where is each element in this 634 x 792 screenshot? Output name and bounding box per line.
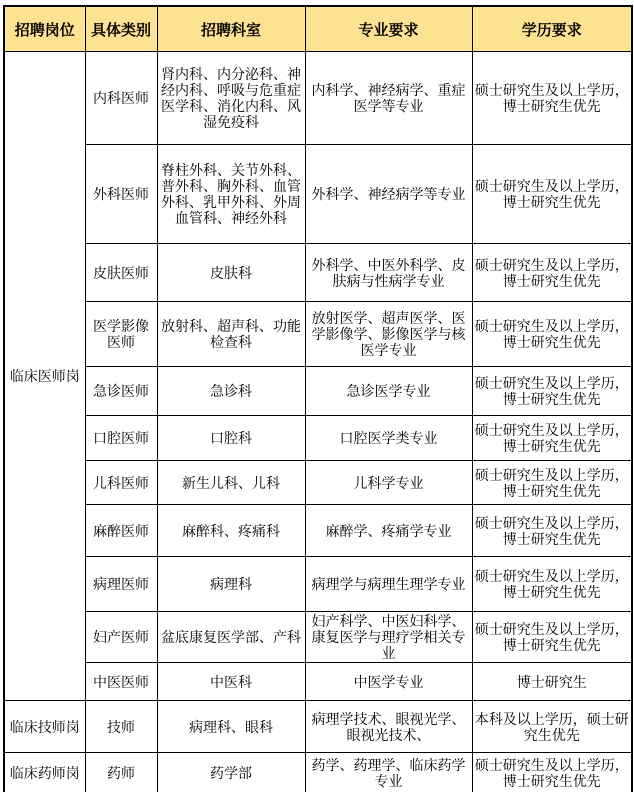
column-header-position: 招聘岗位 bbox=[4, 6, 85, 52]
recruitment-table bbox=[3, 5, 633, 792]
table-row bbox=[4, 244, 632, 302]
category-cell: 医学影像医师 bbox=[85, 302, 157, 367]
table-row bbox=[4, 145, 632, 244]
education-cell: 博士研究生 bbox=[472, 663, 632, 701]
education-cell: 硕士研究生及以上学历，博士研究生优先 bbox=[472, 505, 632, 557]
education-cell: 本科及以上学历，硕士研究生优先 bbox=[472, 701, 632, 753]
major-cell: 儿科学专业 bbox=[305, 461, 472, 505]
major-cell: 外科学、神经病学等专业 bbox=[305, 145, 472, 244]
major-cell: 外科学、中医外科学、皮肤病与性病学专业 bbox=[305, 244, 472, 302]
departments-cell: 盆底康复医学部、产科 bbox=[157, 612, 305, 663]
column-header-major: 专业要求 bbox=[305, 6, 472, 52]
table-row bbox=[4, 505, 632, 557]
departments-cell: 放射科、超声科、功能检查科 bbox=[157, 302, 305, 367]
education-cell: 硕士研究生及以上学历，博士研究生优先 bbox=[472, 416, 632, 461]
education-cell: 硕士研究生及以上学历，博士研究生优先 bbox=[472, 52, 632, 145]
table-header bbox=[4, 6, 632, 52]
table-row bbox=[4, 302, 632, 367]
departments-cell: 急诊科 bbox=[157, 367, 305, 416]
position-cell: 临床药师岗 bbox=[4, 753, 85, 792]
table-row bbox=[4, 663, 632, 701]
column-header-education: 学历要求 bbox=[472, 6, 632, 52]
category-cell: 口腔医师 bbox=[85, 416, 157, 461]
category-cell: 外科医师 bbox=[85, 145, 157, 244]
table-body bbox=[4, 52, 632, 792]
education-cell: 硕士研究生及以上学历，博士研究生优先 bbox=[472, 244, 632, 302]
category-cell: 妇产医师 bbox=[85, 612, 157, 663]
education-cell: 硕士研究生及以上学历，博士研究生优先 bbox=[472, 557, 632, 612]
major-cell: 病理学与病理生理学专业 bbox=[305, 557, 472, 612]
category-cell: 急诊医师 bbox=[85, 367, 157, 416]
category-cell: 技师 bbox=[85, 701, 157, 753]
category-cell: 中医医师 bbox=[85, 663, 157, 701]
category-cell: 药师 bbox=[85, 753, 157, 792]
education-cell: 硕士研究生及以上学历，博士研究生优先 bbox=[472, 145, 632, 244]
education-cell: 硕士研究生及以上学历，博士研究生优先 bbox=[472, 302, 632, 367]
header-row bbox=[4, 6, 632, 52]
departments-cell: 脊柱外科、关节外科、普外科、胸外科、血管外科、乳甲外科、外周血管科、神经外科 bbox=[157, 145, 305, 244]
category-cell: 麻醉医师 bbox=[85, 505, 157, 557]
departments-cell: 口腔科 bbox=[157, 416, 305, 461]
education-cell: 硕士研究生及以上学历，博士研究生优先 bbox=[472, 461, 632, 505]
major-cell: 麻醉学、疼痛学专业 bbox=[305, 505, 472, 557]
departments-cell: 新生儿科、儿科 bbox=[157, 461, 305, 505]
departments-cell: 药学部 bbox=[157, 753, 305, 792]
category-cell: 儿科医师 bbox=[85, 461, 157, 505]
major-cell: 妇产科学、中医妇科学、康复医学与理疗学相关专业 bbox=[305, 612, 472, 663]
major-cell: 内科学、神经病学、重症医学等专业 bbox=[305, 52, 472, 145]
education-cell: 硕士研究生及以上学历，博士研究生优先 bbox=[472, 753, 632, 792]
major-cell: 药学、药理学、临床药学专业 bbox=[305, 753, 472, 792]
table-row bbox=[4, 367, 632, 416]
major-cell: 急诊医学专业 bbox=[305, 367, 472, 416]
table-row bbox=[4, 557, 632, 612]
departments-cell: 麻醉科、疼痛科 bbox=[157, 505, 305, 557]
departments-cell: 肾内科、内分泌科、神经内科、呼吸与危重症医学科、消化内科、风湿免疫科 bbox=[157, 52, 305, 145]
major-cell: 病理学技术、眼视光学、眼视光技术、 bbox=[305, 701, 472, 753]
table-row bbox=[4, 52, 632, 145]
category-cell: 病理医师 bbox=[85, 557, 157, 612]
major-cell: 口腔医学类专业 bbox=[305, 416, 472, 461]
departments-cell: 中医科 bbox=[157, 663, 305, 701]
departments-cell: 皮肤科 bbox=[157, 244, 305, 302]
column-header-category: 具体类别 bbox=[85, 6, 157, 52]
position-cell: 临床医师岗 bbox=[4, 52, 85, 701]
category-cell: 内科医师 bbox=[85, 52, 157, 145]
table-row bbox=[4, 416, 632, 461]
column-header-department: 招聘科室 bbox=[157, 6, 305, 52]
table-row bbox=[4, 461, 632, 505]
major-cell: 放射医学、超声医学、医学影像学、影像医学与核医学专业 bbox=[305, 302, 472, 367]
table-row bbox=[4, 701, 632, 753]
table-row bbox=[4, 612, 632, 663]
position-cell: 临床技师岗 bbox=[4, 701, 85, 753]
education-cell: 硕士研究生及以上学历，博士研究生优先 bbox=[472, 367, 632, 416]
departments-cell: 病理科、眼科 bbox=[157, 701, 305, 753]
education-cell: 硕士研究生及以上学历，博士研究生优先 bbox=[472, 612, 632, 663]
table-row bbox=[4, 753, 632, 792]
category-cell: 皮肤医师 bbox=[85, 244, 157, 302]
departments-cell: 病理科 bbox=[157, 557, 305, 612]
major-cell: 中医学专业 bbox=[305, 663, 472, 701]
